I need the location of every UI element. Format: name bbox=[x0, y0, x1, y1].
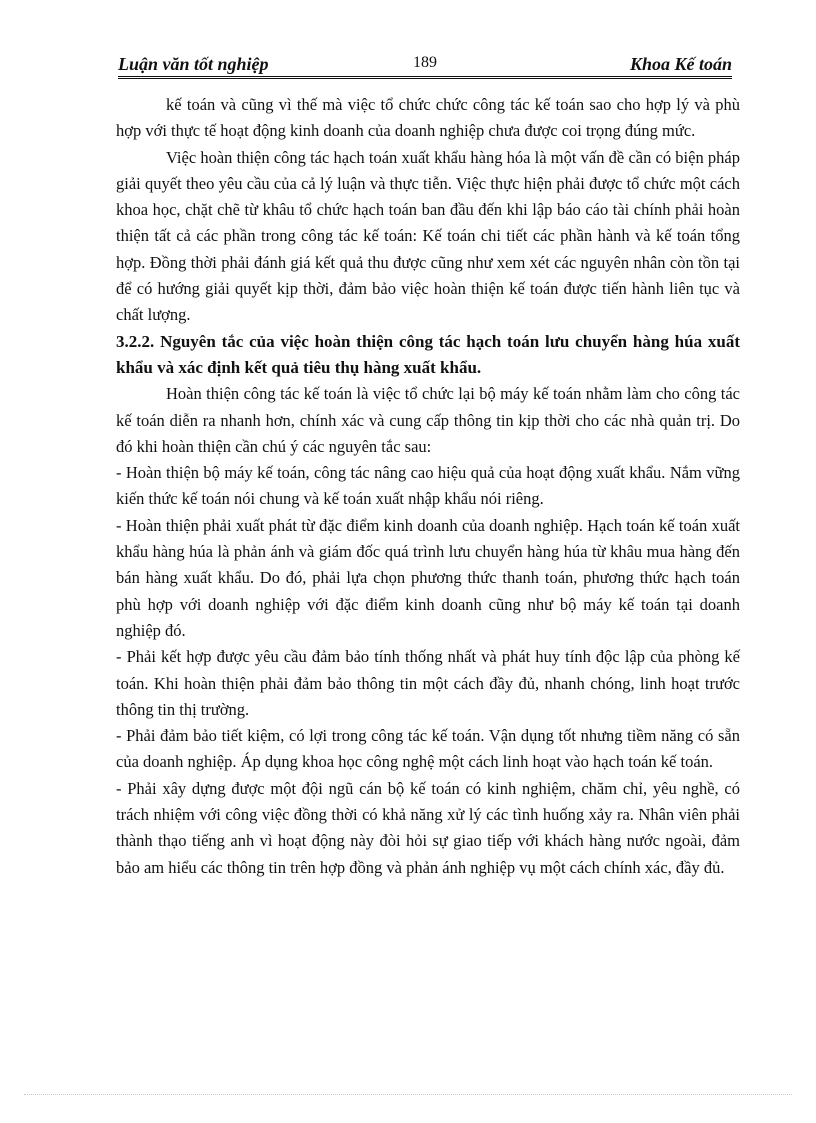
paragraph-1: kế toán và cũng vì thế mà việc tổ chức chức công tác kế toán sao cho hợp lý và phù hợp với thực tế hoạt động kinh doanh của doanh nghiệp chưa được coi trọng đúng mức. bbox=[116, 95, 740, 141]
section-heading: 3.2.2. Nguyên tắc của việc hoàn thiện công tác hạch toán lưu chuyển hàng húa xuất khẩu và xác định kết quả tiêu thụ hàng xuất khẩu. bbox=[116, 331, 740, 377]
bullet-3: - Phải kết hợp được yêu cầu đảm bảo tính thống nhất và phát huy tính độc lập của phòng kế toán. Khi hoàn thiện phải đảm bảo thông tin một cách đầy đủ, nhanh chóng, linh hoạt trước thông tin thị trường. bbox=[116, 647, 740, 719]
bullet-4: - Phải đảm bảo tiết kiệm, có lợi trong công tác kế toán. Vận dụng tốt nhưng tiềm năng có sẵn của doanh nghiệp. Áp dụng khoa học công nghệ một cách linh hoạt vào hạch toán kế toán. bbox=[116, 726, 740, 772]
bullet-5: - Phải xây dựng được một đội ngũ cán bộ kế toán có kinh nghiệm, chăm chỉ, yêu nghề, có trách nhiệm với công việc đồng thời có khả năng xử lý các tình huống xảy ra. Nhân viên phải thành thạo tiếng anh vì hoạt động này đòi hỏi sự giao tiếp với khách hàng nước ngoài, đảm bảo am hiểu các thông tin trên hợp đồng và phản ánh nghiệp vụ một cách chính xác, đầy đủ. bbox=[116, 778, 740, 877]
page-header bbox=[118, 52, 732, 79]
paragraph-2: Việc hoàn thiện công tác hạch toán xuất khẩu hàng hóa là một vấn đề cần có biện pháp giải quyết theo yêu cầu của cả lý luận và thực tiễn. Việc thực hiện phải được tổ chức một cách khoa học, chặt chẽ từ khâu tổ chức hạch toán ban đầu đến khi lập báo cáo tài chính phải hoàn thiện tất cả các phần trong công tác kế toán: Kế toán chi tiết các phần hành và kế toán tổng hợp. Đồng thời phải đánh giá kết quả thu được cũng như xem xét các nguyên nhân còn tồn tại để có hướng giải quyết kịp thời, đảm bảo việc hoàn thiện kế toán được tiến hành liên tục và chất lượng. bbox=[116, 147, 740, 325]
bullet-1: - Hoàn thiện bộ máy kế toán, công tác nâng cao hiệu quả của hoạt động xuất khẩu. Nắm vững kiến thức kế toán nói chung và kế toán xuất nhập khẩu nói riêng. bbox=[116, 463, 740, 509]
page-body bbox=[116, 92, 740, 881]
page-number: 189 bbox=[413, 54, 437, 71]
header-faculty: Khoa Kế toán bbox=[629, 54, 732, 74]
header-thesis-title: Luận văn tốt nghiệp bbox=[118, 54, 269, 74]
bullet-2: - Hoàn thiện phải xuất phát từ đặc điểm kinh doanh của doanh nghiệp. Hạch toán kế toán xuất khẩu hàng húa là phản ánh và giám đốc quá trình lưu chuyển hàng húa từ khâu mua hàng đến bán hàng xuất khẩu. Do đó, phải lựa chọn phương thức thanh toán, phương thức hạch toán phù hợp với doanh nghiệp với đặc điểm kinh doanh cũng như bộ máy kế toán tại doanh nghiệp đó. bbox=[116, 515, 740, 640]
paragraph-3: Hoàn thiện công tác kế toán là việc tổ chức lại bộ máy kế toán nhằm làm cho công tác kế toán diễn ra nhanh hơn, chính xác và cung cấp thông tin kịp thời cho các nhà quản trị. Do đó khi hoàn thiện cần chú ý các nguyên tắc sau: bbox=[116, 384, 740, 456]
footer-divider bbox=[24, 1094, 792, 1095]
